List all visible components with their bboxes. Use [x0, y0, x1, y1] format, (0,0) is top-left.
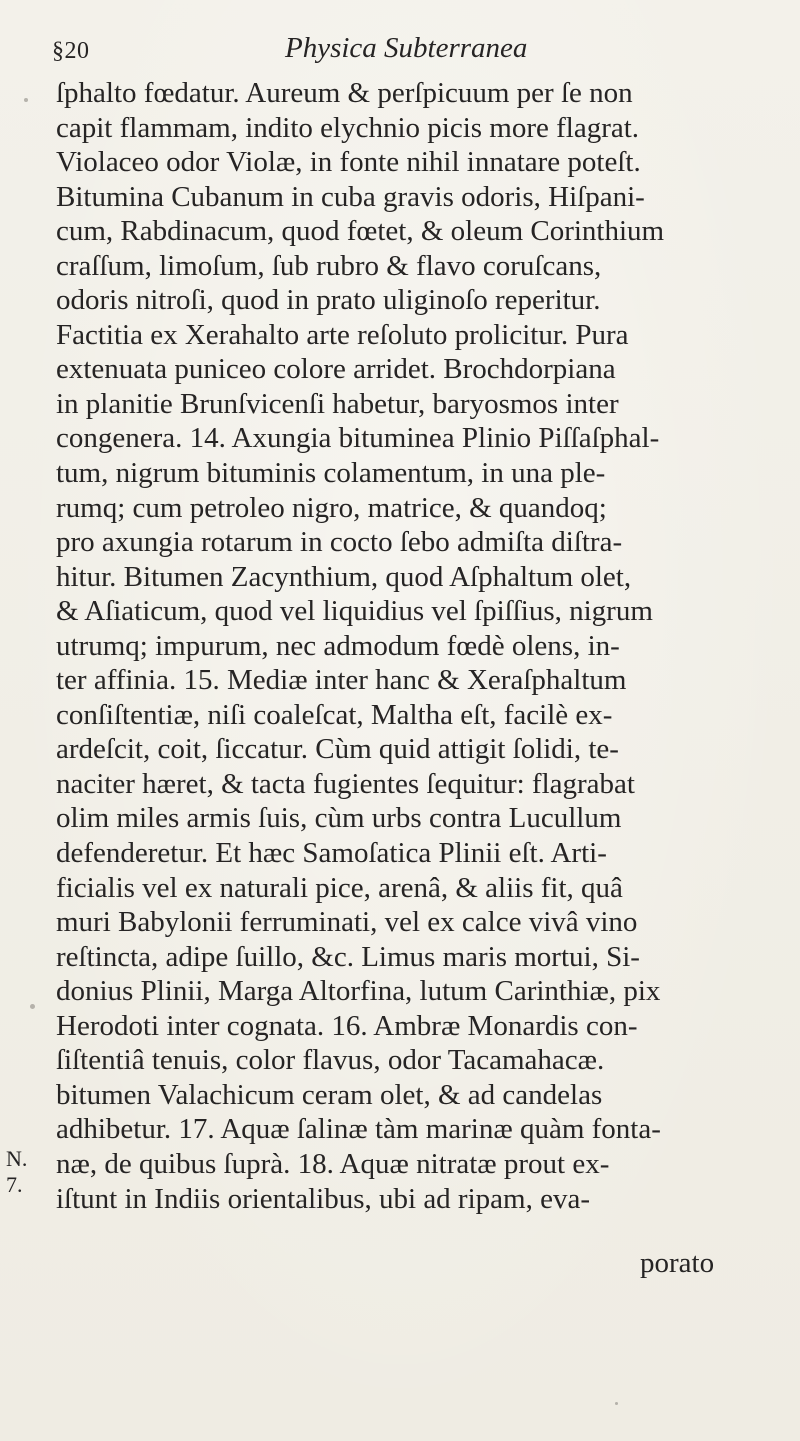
text-line: ardeſcit, coit, ſiccatur. Cùm quid attigit ſolidi, te-	[56, 733, 619, 766]
text-line: & Aſiaticum, quod vel liquidius vel ſpiſſius, nigrum	[56, 595, 653, 628]
text-line: Violaceo odor Violæ, in fonte nihil innatare poteſt.	[56, 146, 641, 179]
text-line: næ, de quibus ſuprà. 18. Aquæ nitratæ prout ex-	[56, 1147, 610, 1180]
text-line: ficialis vel ex naturali pice, arenâ, & aliis fit, quâ	[56, 871, 623, 904]
text-line: utrumq; impurum, nec admodum fœdè olens, in-	[56, 629, 620, 662]
text-line: congenera. 14. Axungia bituminea Plinio Piſſaſphal-	[56, 422, 660, 455]
text-line: naciter hæret, & tacta fugientes ſequitur: flagrabat	[56, 767, 635, 800]
text-line: Herodoti inter cognata. 16. Ambræ Monardis con-	[56, 1009, 638, 1042]
text-line: muri Babylonii ferruminati, vel ex calce vivâ vino	[56, 906, 638, 939]
text-line: adhibetur. 17. Aquæ ſalinæ tàm marinæ quàm fonta-	[56, 1113, 661, 1146]
text-line: hitur. Bitumen Zacynthium, quod Aſphaltum olet,	[56, 560, 632, 593]
text-line: bitumen Valachicum ceram olet, & ad candelas	[56, 1078, 603, 1111]
text-line: rumq; cum petroleo nigro, matrice, & quandoq;	[56, 491, 607, 524]
text-line: odoris nitroſi, quod in prato uliginoſo reperitur.	[56, 284, 601, 317]
text-line: olim miles armis ſuis, cùm urbs contra Lucullum	[56, 802, 622, 835]
text-line: tum, nigrum bituminis colamentum, in una ple-	[56, 457, 606, 490]
text-line: donius Plinii, Marga Altorfina, lutum Carinthiæ, pix	[56, 975, 661, 1008]
text-line: conſiſtentiæ, niſi coaleſcat, Maltha eſt, facilè ex-	[56, 698, 613, 731]
catchword: porato	[640, 1247, 715, 1279]
text-line: extenuata puniceo colore arridet. Brochdorpiana	[56, 353, 616, 386]
text-line: iſtunt in Indiis orientalibus, ubi ad ripam, eva-	[56, 1182, 590, 1215]
running-head: Physica Subterranea	[285, 32, 528, 64]
paper-speck	[30, 1004, 35, 1009]
text-line: ter affinia. 15. Mediæ inter hanc & Xeraſphaltum	[56, 664, 627, 697]
text-line: defenderetur. Et hæc Samoſatica Plinii eſt. Arti-	[56, 837, 607, 870]
text-line: craſſum, limoſum, ſub rubro & flavo coruſcans,	[56, 249, 602, 282]
page-number: §20	[52, 38, 90, 64]
text-line: Factitia ex Xerahalto arte reſoluto prolicitur. Pura	[56, 318, 629, 351]
text-line: reſtincta, adipe ſuillo, &c. Limus maris mortui, Si-	[56, 940, 640, 973]
text-line: ſiſtentiâ tenuis, color flavus, odor Tacamahacæ.	[56, 1044, 605, 1077]
text-line: pro axungia rotarum in cocto ſebo admiſta diſtra-	[56, 526, 623, 559]
text-line: Bitumina Cubanum in cuba gravis odoris, Hiſpani-	[56, 180, 645, 213]
text-line: ſphalto fœdatur. Aureum & perſpicuum per ſe non	[56, 77, 633, 109]
margin-note-n: N.	[6, 1146, 28, 1171]
paper-speck	[24, 98, 28, 102]
text-line: capit flammam, indito elychnio picis more flagrat.	[56, 111, 640, 144]
text-line: in planitie Brunſvicenſi habetur, baryosmos inter	[56, 387, 619, 420]
margin-note-7: 7.	[6, 1172, 23, 1197]
body-text	[56, 76, 796, 1216]
text-line: cum, Rabdinacum, quod fœtet, & oleum Corinthium	[56, 215, 665, 248]
paper-speck	[615, 1402, 618, 1405]
